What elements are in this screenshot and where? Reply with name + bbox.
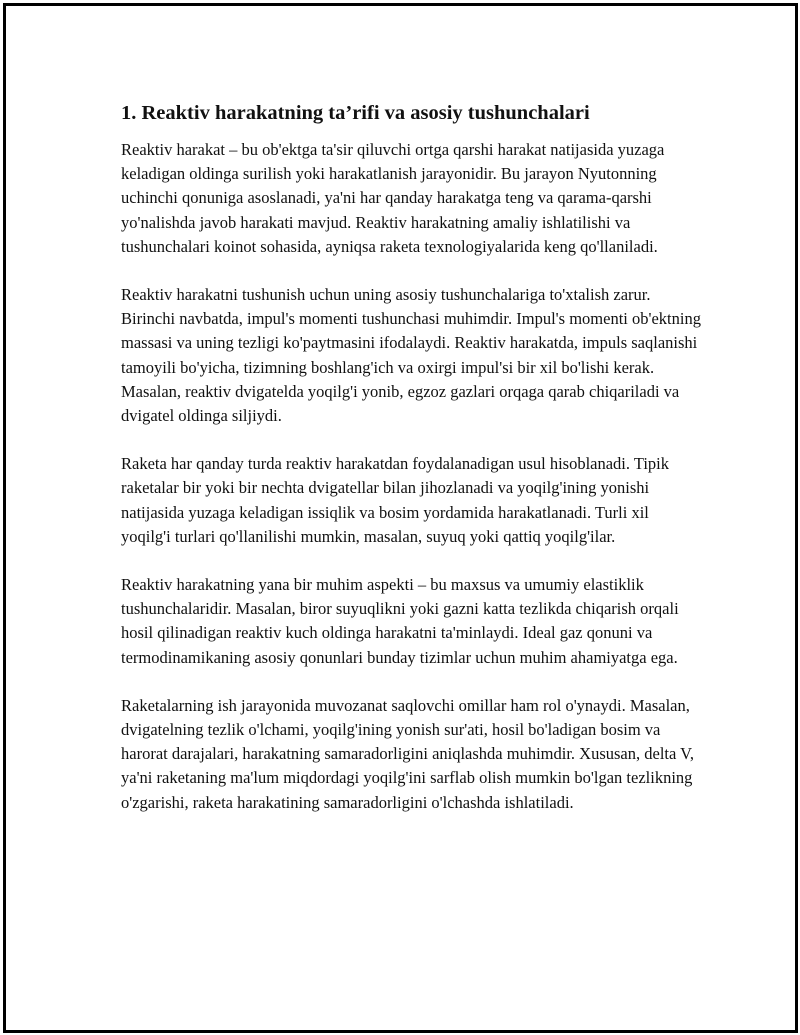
paragraph-2: Reaktiv harakatni tushunish uchun uning asosiy tushunchalariga to'xtalish zarur. Birinchi navbatda, impul's momenti tushunchasi muhimdir. Impul's momenti ob'ektning massasi va uning tezligi ko'paytmasini ifodalaydi. Reaktiv harakatda, impuls saqlanishi tamoyili bo'yicha, tizimning boshlang'ich va oxirgi impul'si bir xil bo'lishi kerak. Masalan, reaktiv dvigatelda yoqilg'i yonib, egzoz gazlari orqaga qarab chiqariladi va dvigatel oldinga siljiydi. — [121, 285, 701, 426]
paragraph-5: Raketalarning ish jarayonida muvozanat saqlovchi omillar ham rol o'ynaydi. Masalan, dvigatelning tezlik o'lchami, yoqilg'ining yonish sur'ati, hosil bo'ladigan bosim va harorat darajalari, harakatning samaradorligini aniqlashda muhimdir. Xususan, delta V, ya'ni raketaning ma'lum miqdordagi yoqilg'ini sarflab olish mumkin bo'lgan tezlikning o'zgarishi, raketa harakatining samaradorligini o'lchashda ishlatiladi. — [121, 695, 695, 812]
paragraph-1: Reaktiv harakat – bu ob'ektga ta'sir qiluvchi ortga qarshi harakat natijasida yuzaga keladigan oldinga surilish yoki harakatlanish jarayonidir. Bu jarayon Nyutonning uchinchi qonuniga asoslanadi, ya'ni har qanday harakatga teng va qarama-qarshi yo'nalishda javob harakati mavjud. Reaktiv harakatning amaliy ishlatilishi va tushunchalari koinot sohasida, ayniqsa raketa texnologiyalarida keng qo'llaniladi. — [121, 140, 665, 256]
section-heading: 1. Reaktiv harakatning ta’rifi va asosiy tushunchalari — [121, 102, 590, 124]
paragraph-4: Reaktiv harakatning yana bir muhim aspekti – bu maxsus va umumiy elastiklik tushunchalaridir. Masalan, biror suyuqlikni yoki gazni katta tezlikda chiqarish orqali hosil qilinadigan reaktiv kuch oldinga harakatni ta'minlaydi. Ideal gaz qonuni va termodinamikaning asosiy qonunlari bunday tizimlar uchun muhim ahamiyatga ega. — [121, 575, 679, 667]
page-frame — [3, 3, 798, 1033]
document-body — [121, 100, 701, 839]
paragraph-3: Raketa har qanday turda reaktiv harakatdan foydalanadigan usul hisoblanadi. Tipik raketalar bir yoki bir nechta dvigatellar bilan jihozlanadi va yoqilg'ining yonishi natijasida yuzaga keladigan issiqlik va bosim yordamida harakatlanadi. Turli xil yoqilg'i turlari qo'llanilishi mumkin, masalan, suyuq yoki qattiq yoqilg'ilar. — [121, 454, 670, 546]
